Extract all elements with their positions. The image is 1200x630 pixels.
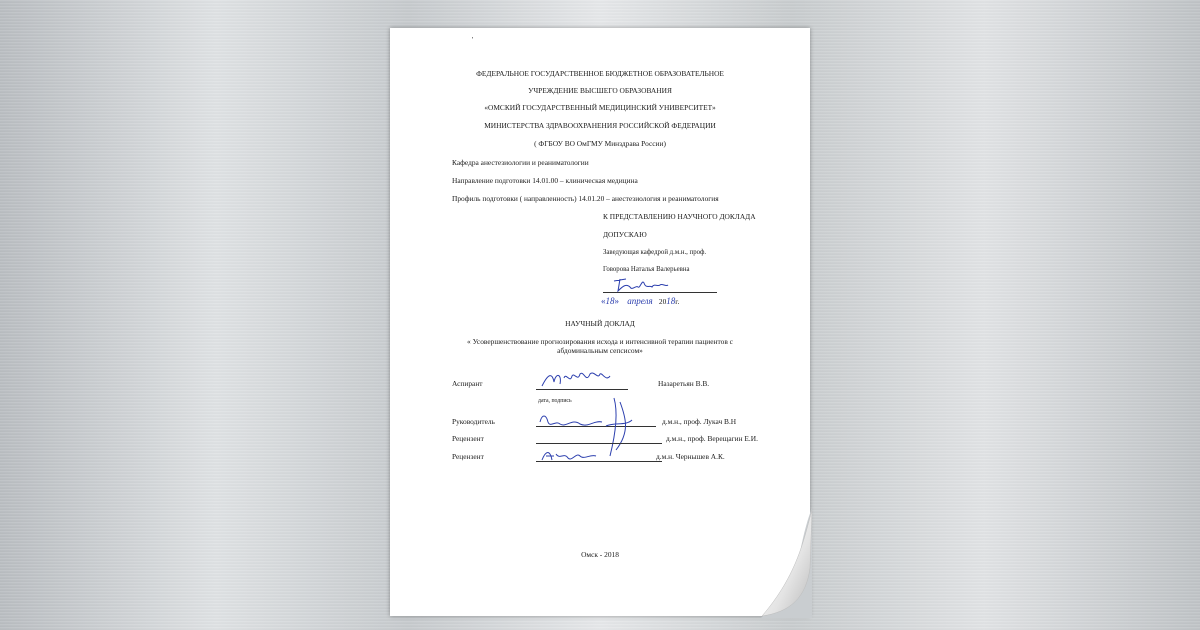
- profile-line: Профиль подготовки ( направленность) 14.01.20 – анестезиология и реаниматология: [452, 194, 719, 203]
- topic-line-2: абдоминальным сепсисом»: [557, 346, 643, 355]
- sig-name-1: Назаретьян В.В.: [658, 379, 710, 388]
- signature-1: [540, 368, 630, 390]
- header-line-3: «ОМСКИЙ ГОСУДАРСТВЕННЫЙ МЕДИЦИНСКИЙ УНИВЕРСИТЕТ»: [484, 103, 716, 112]
- approval-line-3: Заведующая кафедрой д.м.н., проф.: [603, 249, 707, 256]
- date-year-g: г.: [675, 297, 680, 306]
- sig-line-3: [536, 443, 662, 444]
- sig-name-4: д.м.н. Чернышев А.К.: [656, 452, 725, 461]
- header-line-5: ( ФГБОУ ВО ОмГМУ Минздрава России): [534, 139, 666, 148]
- date-year-suffix: 18: [666, 296, 676, 306]
- direction-line: Направление подготовки 14.01.00 – клиническая медицина: [452, 176, 638, 185]
- sig-role-3: Рецензент: [452, 434, 484, 443]
- approval-line-4: Говорова Наталья Валерьевна: [603, 266, 690, 273]
- head-signature: [612, 275, 692, 295]
- sig-role-1: Аспирант: [452, 379, 483, 388]
- header-line-4: МИНИСТЕРСТВА ЗДРАВООХРАНЕНИЯ РОССИЙСКОЙ ФЕДЕРАЦИИ: [484, 121, 716, 130]
- approval-line-1: К ПРЕДСТАВЛЕНИЮ НАУЧНОГО ДОКЛАДА: [603, 212, 756, 221]
- signature-4: [540, 446, 610, 466]
- sig-name-3: д.м.н., проф. Верещагин Е.И.: [666, 434, 758, 443]
- report-title: НАУЧНЫЙ ДОКЛАД: [565, 319, 635, 328]
- department-line: Кафедра анестезиологии и реаниматологии: [452, 158, 589, 167]
- approval-date: [601, 297, 679, 306]
- header-line-2: УЧРЕЖДЕНИЕ ВЫСШЕГО ОБРАЗОВАНИЯ: [528, 86, 672, 95]
- date-open-quote: «: [601, 296, 606, 306]
- footer-city-year: Омск - 2018: [581, 550, 619, 559]
- approval-line-2: ДОПУСКАЮ: [603, 230, 647, 239]
- date-month: апреля: [627, 296, 653, 306]
- date-year-prefix: 20: [658, 297, 667, 306]
- scan-mark: ': [472, 36, 474, 44]
- date-caption: дата, подпись: [538, 398, 572, 404]
- document-page: [390, 28, 810, 616]
- sig-name-2: д.м.н., проф. Лукач В.Н: [662, 417, 737, 426]
- topic-line-1: « Усовершенствование прогнозирования исхода и интенсивной терапии пациентов с: [467, 337, 733, 346]
- date-close-quote: »: [614, 296, 619, 306]
- page-curl: [760, 508, 812, 618]
- date-day: 18: [605, 296, 615, 306]
- header-line-1: ФЕДЕРАЛЬНОЕ ГОСУДАРСТВЕННОЕ БЮДЖЕТНОЕ ОБРАЗОВАТЕЛЬНОЕ: [476, 69, 724, 78]
- sig-role-4: Рецензент: [452, 452, 484, 461]
- sig-role-2: Руководитель: [452, 417, 495, 426]
